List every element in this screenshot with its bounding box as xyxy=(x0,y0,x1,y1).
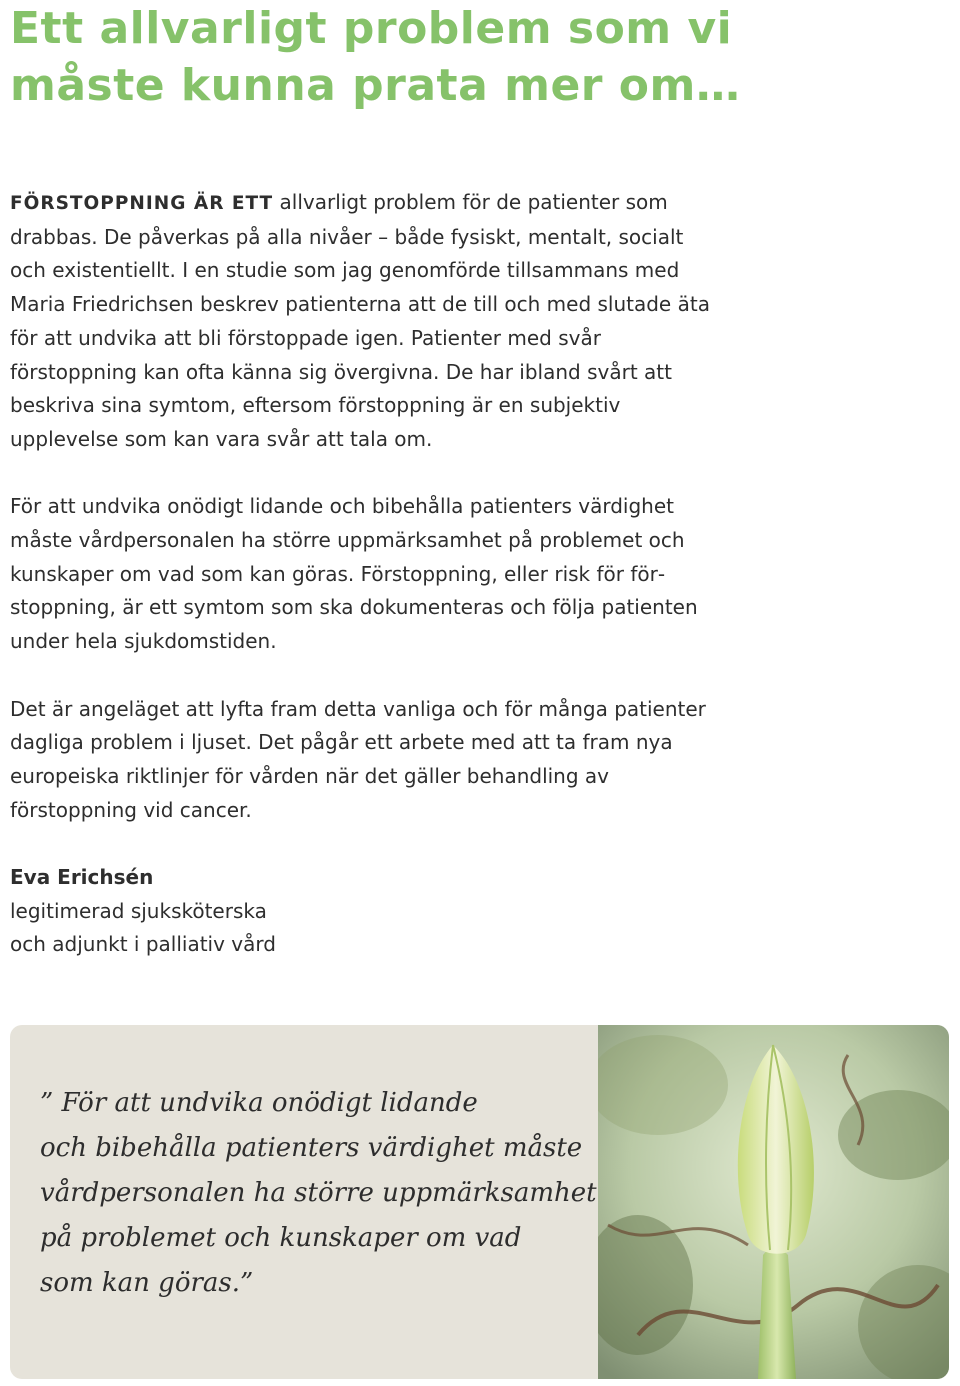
headline-line-1: Ett allvarligt problem som vi xyxy=(10,3,733,54)
pull-quote xyxy=(40,1081,600,1306)
pull-quote-box xyxy=(10,1025,949,1379)
paragraph-1 xyxy=(10,186,720,457)
paragraph-3: Det är angeläget att lyfta fram detta vanliga och för många patienter dagliga problem i ljuset. Det pågår ett arbete med att ta fram nya europeiska riktlinjer för vården när det gäller behandling av förstoppning vid cancer. xyxy=(10,696,706,822)
paragraph-1-text: allvarligt problem för de patienter som drabbas. De påverkas på alla nivåer – både fysiskt, mentalt, socialt och existentiellt. I en studie som jag genomförde tillsammans med Maria Friedrichsen beskrev patienterna att de till och med slutade äta för att undvika att bli förstoppade igen. Patienter med svår förstoppning kan ofta känna sig övergivna. De har ibland svårt att beskriva sina symtom, eftersom förstoppning är en subjektiv upplevelse som kan vara svår att tala om. xyxy=(10,190,710,451)
author-title-1: legitimerad sjuksköterska xyxy=(10,898,267,923)
headline xyxy=(10,0,740,114)
quote-line-1: ” För att undvika onödigt lidande xyxy=(40,1088,478,1118)
flower-bud-illustration xyxy=(598,1025,949,1379)
quote-line-5: som kan göras.” xyxy=(40,1268,254,1298)
paragraph-2: För att undvika onödigt lidande och bibehålla patienters värdighet måste vårdpersonalen ha större uppmärksamhet på problemet och kunskaper om vad som kan göras. Förstoppning, eller risk för förstoppning, är ett symtom som ska dokumenteras och följa patienten under hela sjukdomstiden. xyxy=(10,494,698,654)
article-body xyxy=(10,186,720,996)
author-block xyxy=(10,861,720,962)
quote-line-4: på problemet och kunskaper om vad xyxy=(40,1223,522,1253)
quote-line-3: vårdpersonalen ha större uppmärksamhet xyxy=(40,1178,597,1208)
quote-line-2: och bibehålla patienters värdighet måste xyxy=(40,1133,583,1163)
flower-bud-photo xyxy=(598,1025,949,1379)
author-name: Eva Erichsén xyxy=(10,865,154,890)
author-title-2: och adjunkt i palliativ vård xyxy=(10,932,276,957)
lead-in: FÖRSTOPPNING ÄR ETT xyxy=(10,193,274,214)
headline-line-2: måste kunna prata mer om… xyxy=(10,60,741,111)
